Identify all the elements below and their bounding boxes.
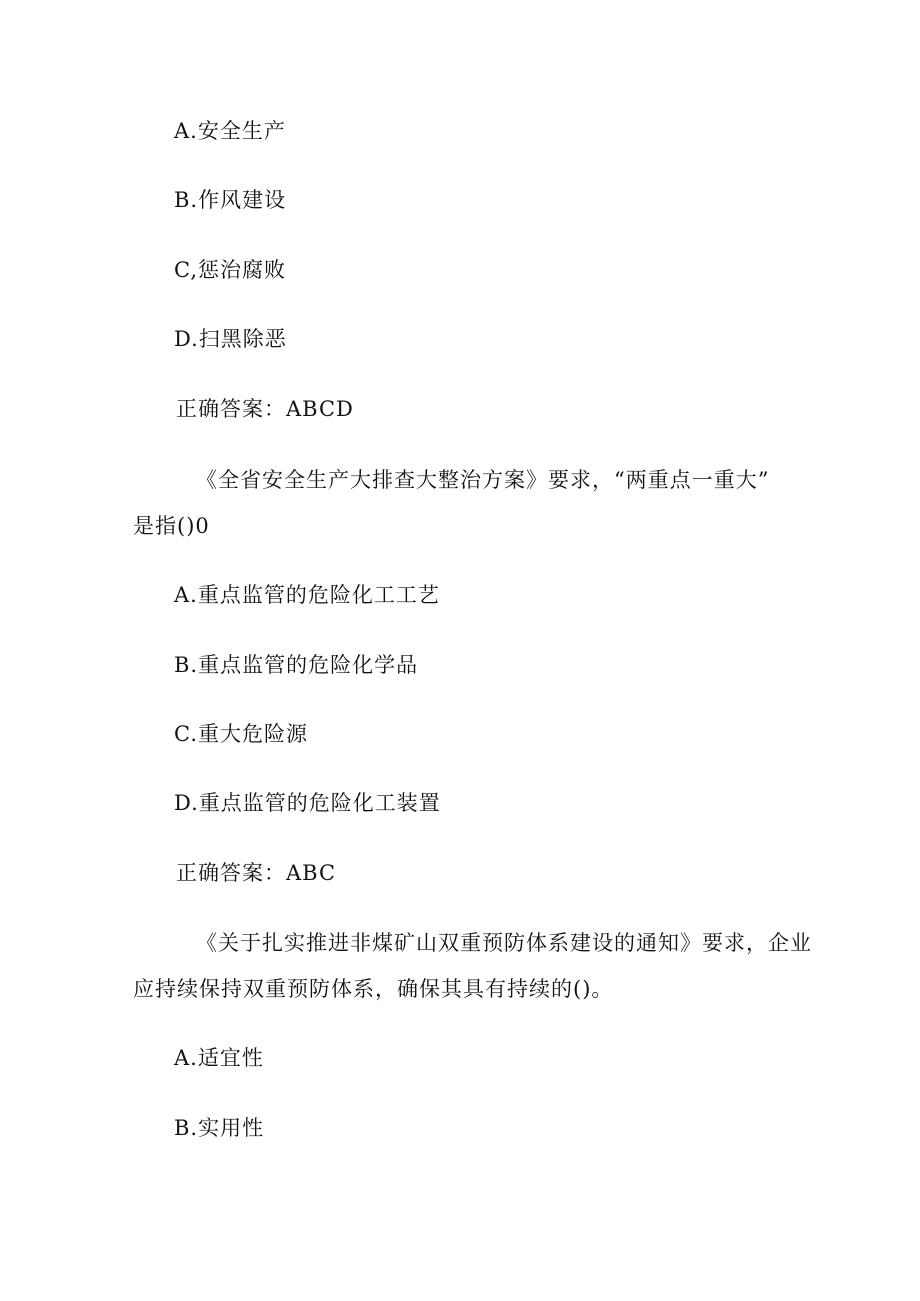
question-text-continued: 是指()0 (133, 514, 210, 538)
option-b: B.作风建设 (174, 188, 287, 212)
question-text: 《全省安全生产大排查大整治方案》要求，“两重点一重大” (196, 468, 770, 492)
question-text-continued: 应持续保持双重预防体系，确保其具有持续的()。 (133, 977, 614, 1001)
option-b: B.重点监管的危险化学品 (174, 653, 419, 677)
option-c: C,惩治腐败 (174, 258, 286, 282)
correct-answer: 正确答案：ABC (176, 861, 337, 885)
correct-answer: 正确答案：ABCD (176, 397, 354, 421)
option-a: A.重点监管的危险化工工艺 (174, 583, 440, 607)
option-b: B.实用性 (174, 1116, 265, 1140)
question-text: 《关于扎实推进非煤矿山双重预防体系建设的通知》要求，企业 (196, 931, 812, 955)
option-c: C.重大危险源 (174, 722, 308, 746)
option-a: A.安全生产 (174, 119, 286, 143)
option-a: A.适宜性 (174, 1046, 264, 1070)
option-d: D.重点监管的危险化工装置 (174, 791, 441, 815)
option-d: D.扫黑除恶 (174, 327, 287, 351)
